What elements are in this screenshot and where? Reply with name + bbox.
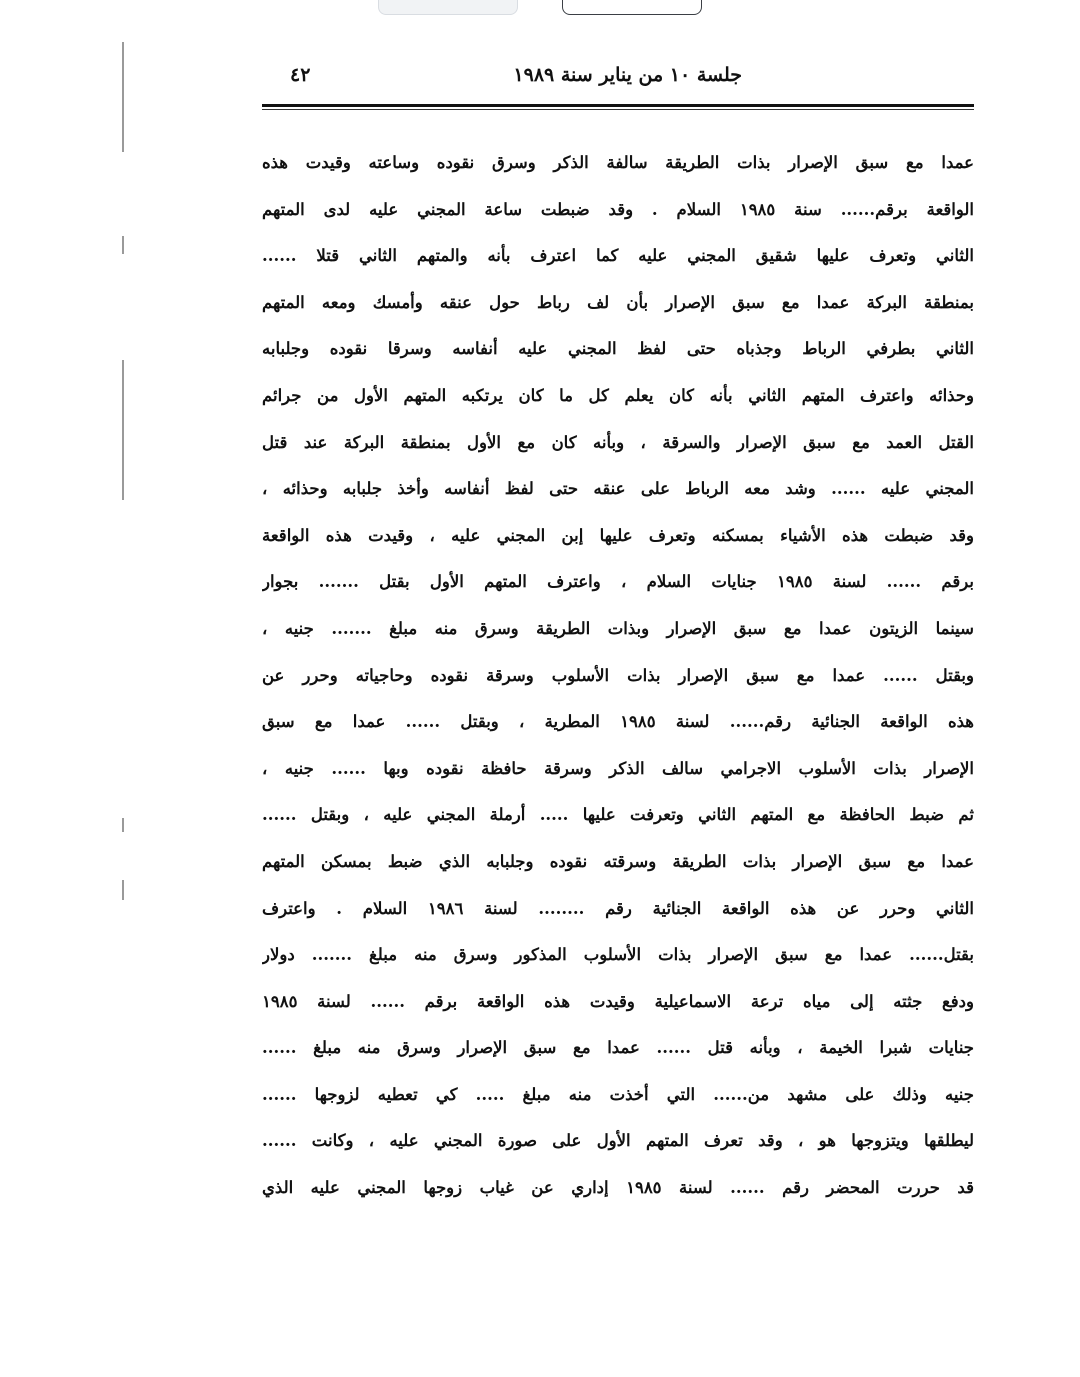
session-title: جلسة ١٠ من يناير سنة ١٩٨٩ — [513, 64, 742, 86]
header-rule-thin — [262, 109, 974, 110]
page-number: ٤٢ — [290, 64, 311, 86]
text-line: هذه الواقعة الجنائية رقم...... لسنة ١٩٨٥ المطرية ، وبقتل ...... عمدا مع سبق — [262, 712, 974, 732]
text-line: الثاني بطرفي الرباط وجذباه حتى لفظ المجني عليه أنفاسه وسرقا نقوده وجلبابه — [262, 339, 974, 359]
toolbar-tab-left[interactable] — [378, 0, 518, 15]
text-line: برقم ...... لسنة ١٩٨٥ جنايات السلام ، واعترف المتهم الأول بقتل ....... بجوار — [262, 572, 974, 592]
text-line: عمدا مع سبق الإصرار بذات الطريقة وسرقته نقوده وجلبابه الذي ضبط بمسكن المتهم — [262, 851, 974, 871]
scan-artifact-line — [122, 236, 124, 254]
scan-artifact-line — [122, 42, 124, 152]
scan-artifact-line — [122, 880, 124, 900]
scan-artifact-line — [122, 818, 124, 832]
header-rule — [262, 104, 974, 107]
text-line: المجني عليه ...... وشد معه الرباط على عنقه حتى لفظ أنفاسه وأخذ جلبابه وحذائه ، — [262, 479, 974, 499]
text-line: ليطلقها ويتزوجها هو ، وقد تعرف المتهم الأول على صورة المجني عليه ، وكانت ...... — [262, 1131, 974, 1151]
scan-artifact-line — [122, 360, 124, 500]
toolbar-tab-right[interactable] — [562, 0, 702, 15]
text-line: الثاني وحرر عن هذه الواقعة الجنائية رقم ........ لسنة ١٩٨٦ السلام . واعترف — [262, 898, 974, 918]
text-line: سينما الزيتون عمدا مع سبق الإصرار وبذات الطريقة وسرق منه مبلغ ....... جنيه ، — [262, 618, 974, 638]
text-line: ودفع جثته إلى مياه ترعة الاسماعيلية وقيدت هذه الواقعة برقم ...... لسنة ١٩٨٥ — [262, 991, 974, 1011]
text-line: الواقعة برقم...... سنة ١٩٨٥ السلام . وقد ضبطت ساعة المجني عليه لدى المتهم — [262, 199, 974, 219]
text-line: جنايات شبرا الخيمة ، وبأنه قتل ...... عمدا مع سبق الإصرار وسرق منه مبلغ ...... — [262, 1038, 974, 1058]
document-page — [262, 60, 974, 1198]
text-line: القتل العمد مع سبق الإصرار والسرقة ، وبأنه كان مع الأول بمنطقة البركة عند قتل — [262, 432, 974, 452]
text-line: وقد ضبطت هذه الأشياء بمسكنه وتعرف عليها إبن المجني عليه ، وقيدت هذه الواقعة — [262, 525, 974, 545]
text-line: وبقتل ...... عمدا مع سبق الإصرار بذات الأسلوب وسرقة نقوده وحاجياته وحرر عن — [262, 665, 974, 685]
text-line: عمدا مع سبق الإصرار بذات الطريقة سالفة الذكر وسرق نقوده وساعته وقيدت هذه — [262, 153, 974, 172]
text-line: الثاني وتعرف عليها شقيق المجني عليه كما اعترف بأنه والمتهم الثاني قتلا ...... — [262, 246, 974, 266]
text-line: ثم ضبط الحافظة مع المتهم الثاني وتعرفت عليها ..... أرملة المجني عليه ، وبقتل ...... — [262, 805, 974, 825]
text-line: جنيه وذلك على مشهد من...... التي أخذت منه مبلغ ..... كي تعطيه لزوجها ...... — [262, 1084, 974, 1104]
body-text — [262, 140, 974, 1212]
text-line: بقتل...... عمدا مع سبق الإصرار بذات الأسلوب المذكور وسرق منه مبلغ ....... دولار — [262, 945, 974, 965]
page-header — [262, 60, 974, 100]
text-line: الإصرار بذات الأسلوب الاجرامي سالف الذكر وسرقة حافظة نقوده وبها ...... جنيه ، — [262, 758, 974, 778]
text-line: وحذائه واعترف المتهم الثاني بأنه كان يعلم كل ما كان يرتكبه المتهم الأول من جرائم — [262, 385, 974, 405]
text-line: قد حررت المحضر رقم ...... لسنة ١٩٨٥ إداري عن غياب زوجها المجني عليه الذي — [262, 1178, 974, 1198]
text-line: بمنطقة البركة عمدا مع سبق الإصرار بأن لف رباط حول عنقه وأمسك ومعه المتهم — [262, 292, 974, 312]
